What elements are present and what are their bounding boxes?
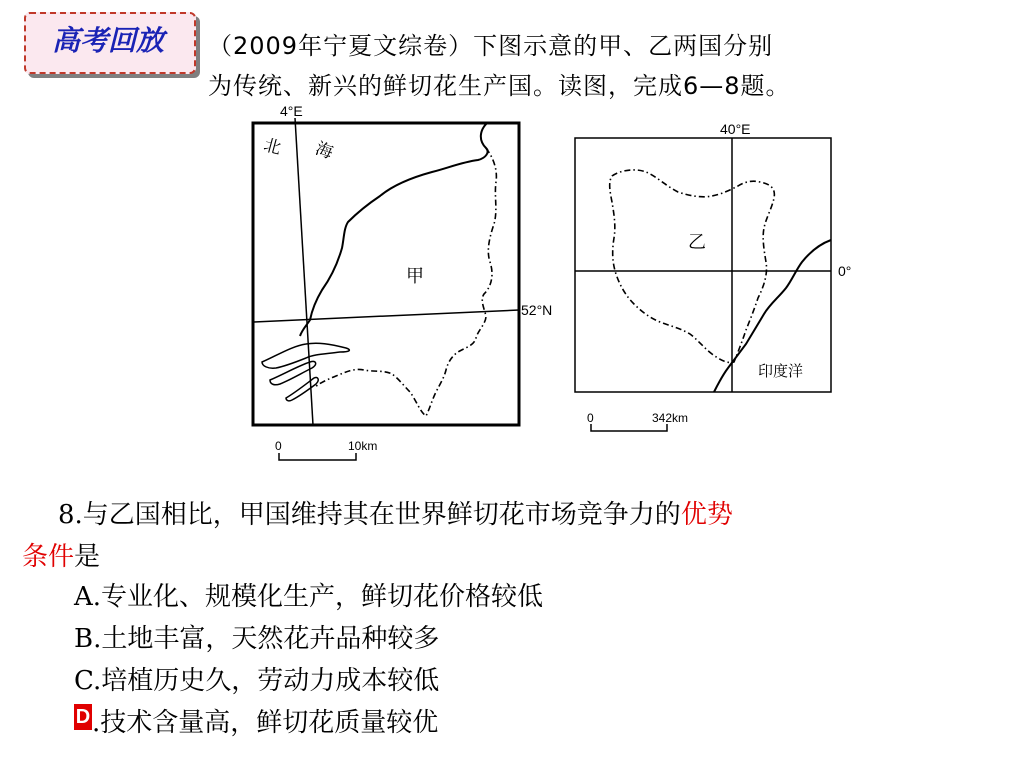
badge-label: 高考回放 [51, 24, 164, 57]
section-badge [24, 12, 196, 74]
latitude-label: 0° [838, 263, 852, 279]
intro-line-2: 为传统、新兴的鲜切花生产国。读图，完成6—8题。 [208, 72, 791, 100]
question-line-1 [22, 494, 733, 536]
scale-bar [591, 424, 667, 431]
latitude-label: 52°N [521, 302, 553, 318]
option-b[interactable]: B.土地丰富，天然花卉品种较多 [74, 624, 440, 654]
question-intro [208, 26, 791, 106]
longitude-label: 4°E [280, 103, 303, 119]
answer-marker: D [75, 706, 91, 728]
estuary-island [262, 343, 349, 368]
national-border [610, 170, 775, 363]
question-8 [22, 494, 733, 578]
question-highlight-1: 优势 [680, 500, 733, 530]
map-country-jia [240, 100, 575, 465]
scale-end: 342km [652, 411, 689, 425]
question-suffix: 是 [74, 542, 101, 572]
country-label-yi: 乙 [688, 232, 706, 253]
question-highlight-2: 条件 [22, 542, 75, 572]
option-c[interactable]: C.培植历史久，劳动力成本较低 [74, 666, 440, 696]
longitude-line [295, 118, 313, 425]
latitude-line [253, 310, 519, 322]
country-label-jia: 甲 [406, 266, 424, 287]
scale-end: 10km [348, 439, 378, 453]
question-line-2 [22, 536, 733, 578]
estuary-island [286, 377, 318, 400]
scale-zero: 0 [275, 439, 282, 453]
scale-bar [279, 453, 356, 460]
longitude-label: 40°E [720, 121, 751, 137]
question-prefix: 8.与乙国相比，甲国维持其在世界鲜切花市场竞争力的 [58, 500, 681, 530]
map-country-yi [570, 110, 870, 440]
scale-zero: 0 [587, 411, 594, 425]
option-d[interactable]: .技术含量高，鲜切花质量较优 [92, 708, 439, 738]
sea-label-north: 北 [261, 135, 284, 159]
ocean-label: 印度洋 [758, 362, 804, 380]
map-frame [253, 123, 519, 425]
option-a[interactable]: A.专业化、规模化生产，鲜切花价格较低 [74, 582, 544, 612]
sea-label-sea: 海 [312, 138, 336, 164]
intro-line-1: （2009年宁夏文综卷）下图示意的甲、乙两国分别 [208, 32, 774, 60]
